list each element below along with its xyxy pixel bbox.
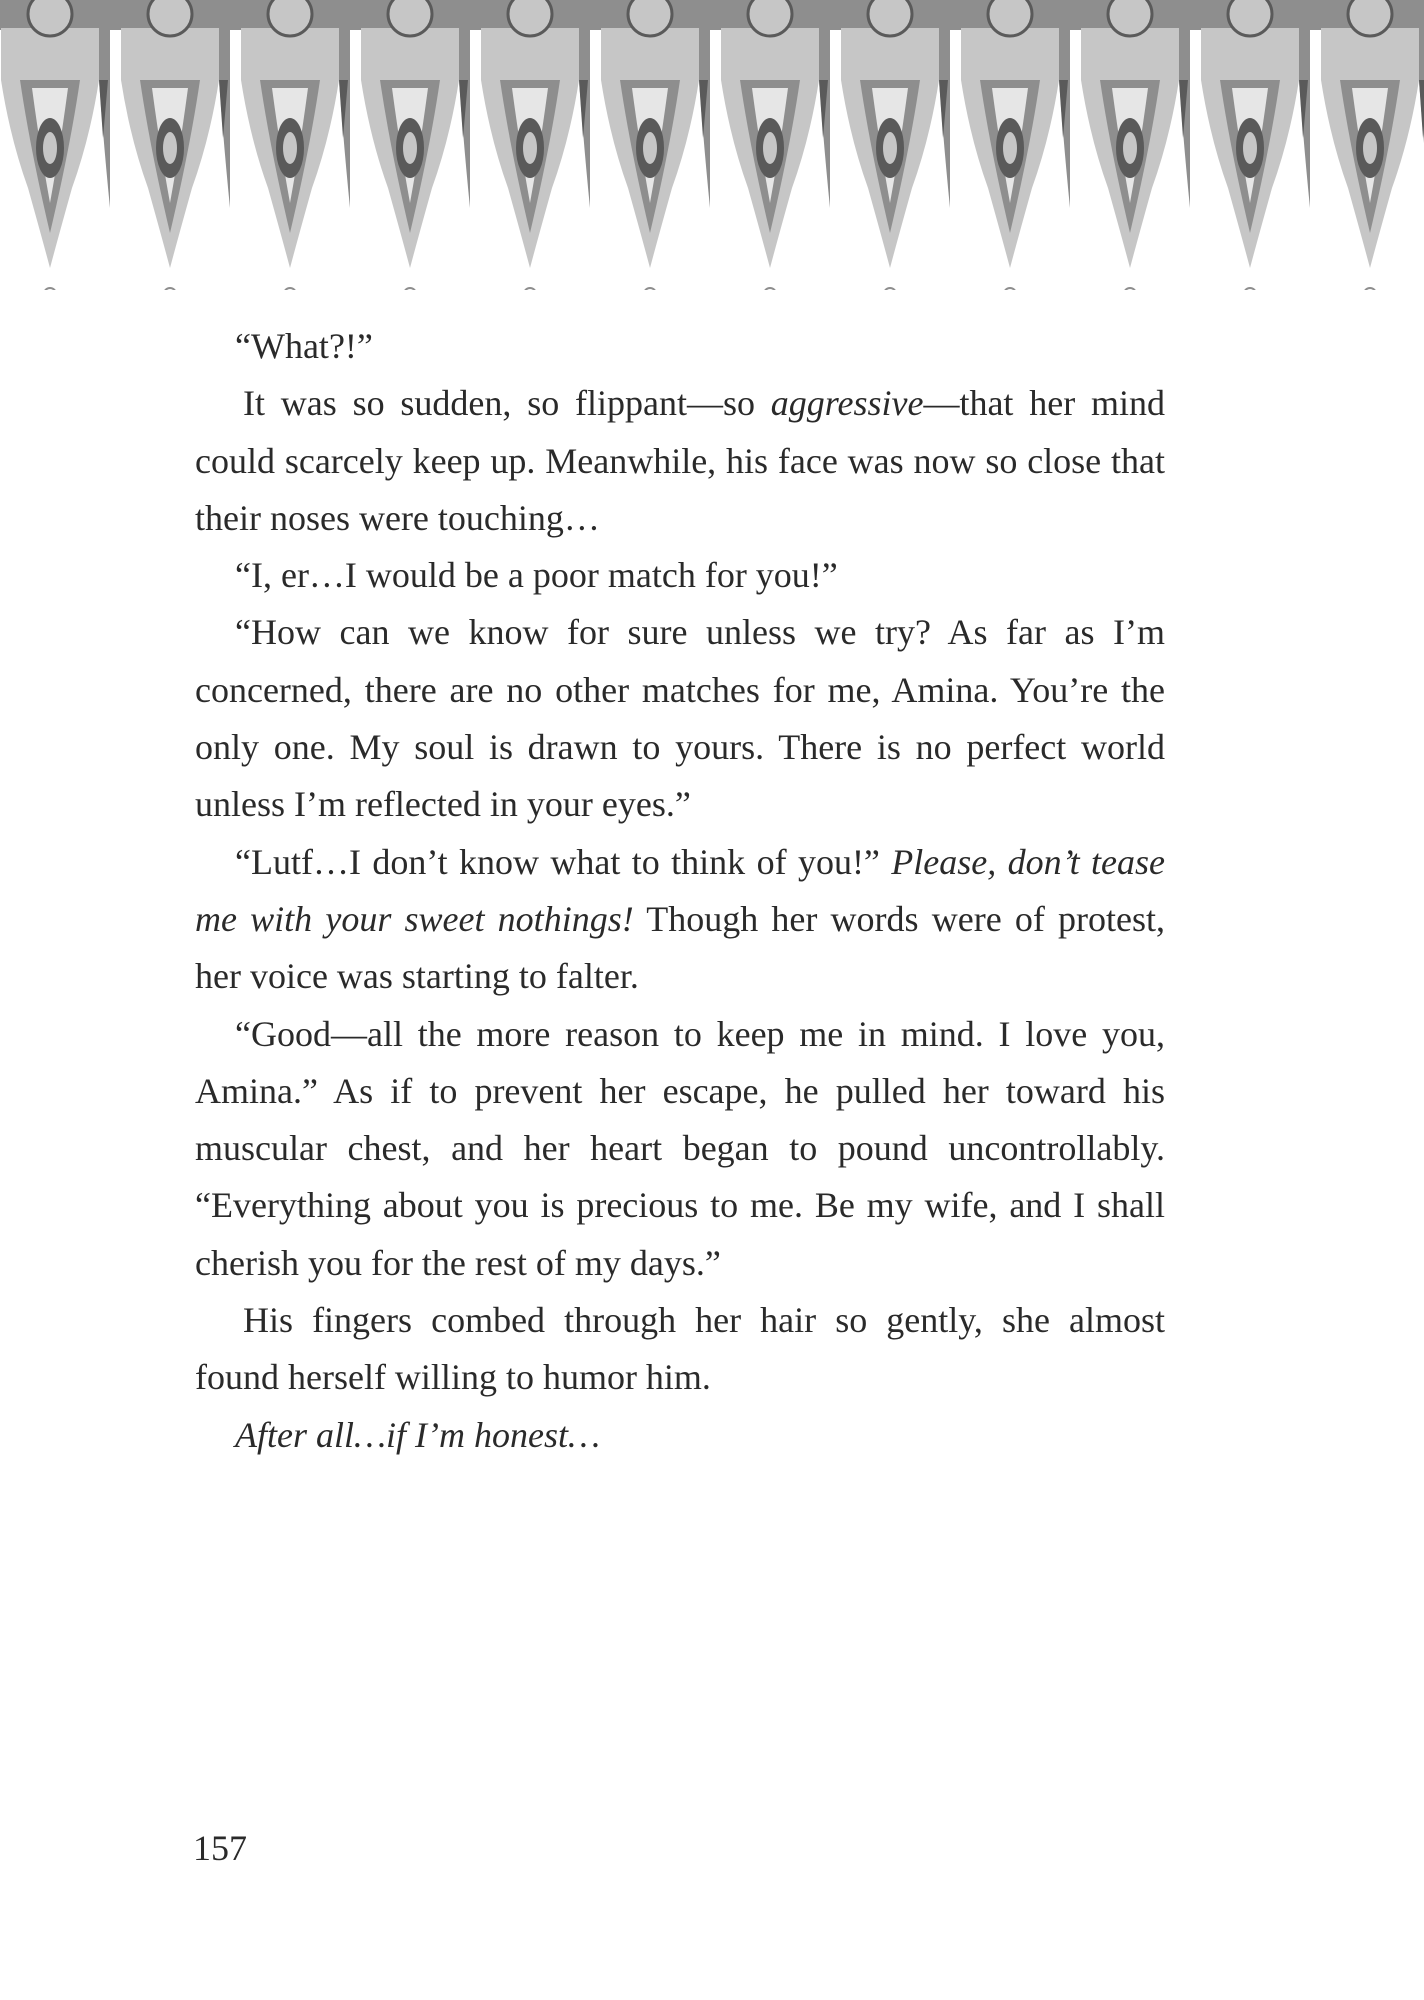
border-motif [481,28,590,290]
border-motif [1,28,110,290]
paragraph-8: After all…if I’m honest… [235,1414,600,1455]
page-number: 157 [193,1828,247,1868]
border-rosette [388,0,432,36]
paragraph-2: It was so sudden, so flippant—so aggressive—that her mind could scarcely keep up. Meanwhile, his face was now so close that their noses were touching… [195,383,1165,538]
border-rosette [1228,0,1272,36]
border-rosette [868,0,912,36]
border-rosette [28,0,72,36]
ornamental-border [0,0,1424,290]
border-motif [121,28,230,290]
paragraph-3: “I, er…I would be a poor match for you!” [235,555,838,596]
border-motif [961,28,1070,290]
border-rosette [268,0,312,36]
border-motif [241,28,350,290]
border-rosette [748,0,792,36]
border-motif [1201,28,1310,290]
border-motif [841,28,950,290]
border-motif [1081,28,1190,290]
paragraph-7: His fingers combed through her hair so gently, she almost found herself willing to humor him. [195,1300,1165,1398]
border-motif [721,28,830,290]
border-rosette [1348,0,1392,36]
border-motif [601,28,710,290]
border-rosette [148,0,192,36]
paragraph-6: “Good—all the more reason to keep me in mind. I love you, Amina.” As if to prevent her escape, he pulled her toward his muscular chest, and her heart began to pound uncontrollably. “Everything about you is precious to me. Be my wife, and I shall cherish you for the rest of my days.” [195,1013,1165,1283]
border-motif [1321,28,1424,290]
body-text [195,318,1165,1464]
border-rosette [1108,0,1152,36]
border-rosette [508,0,552,36]
border-rosette [628,0,672,36]
paragraph-5: “Lutf…I don’t know what to think of you!” Please, don’t tease me with your sweet nothings! Though her words were of protest, her voice was starting to falter. [195,841,1166,997]
paragraph-1: “What?!” [235,326,373,366]
border-rosette [988,0,1032,36]
paragraph-4: “How can we know for sure unless we try? As far as I’m concerned, there are no other matches for me, Amina. You’re the only one. My soul is drawn to yours. There is no perfect world unless I’m reflected in your eyes.” [195,612,1165,825]
border-motif [361,28,470,290]
